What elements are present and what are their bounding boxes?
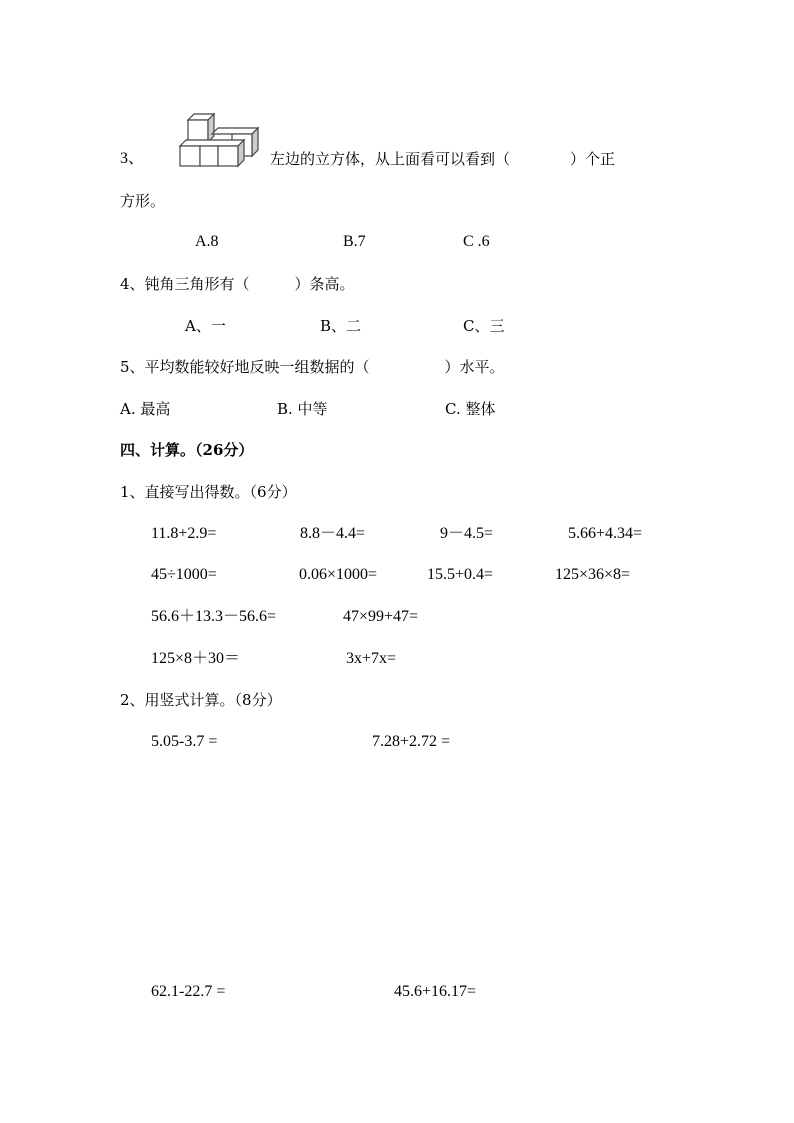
problem: 3x+7x= [346,650,397,667]
part2-title: 2、用竖式计算。（8分） [120,691,282,709]
cube-figure [178,112,260,168]
q4-option-b: B、二 [320,317,362,335]
problem: 5.66+4.34= [568,525,643,542]
problem: 5.05-3.7 = [151,733,218,750]
q3-text: 左边的立方体，从上面看可以看到（ ）个正 [270,150,616,168]
problem: 125×8＋30＝ [151,650,241,667]
q3-option-b: B.7 [343,233,366,250]
problem: 125×36×8= [555,566,631,583]
problem: 7.28+2.72 = [372,733,451,750]
q5-option-b: B. 中等 [277,400,328,418]
q5-option-c: C. 整体 [445,400,496,418]
q3-option-a: A.8 [195,233,219,250]
q3-option-c: C .6 [463,233,490,250]
part1-title: 1、直接写出得数。（6分） [120,483,297,501]
problem: 56.6＋13.3－56.6= [151,608,277,625]
problem: 11.8+2.9= [151,525,217,542]
problem: 45÷1000= [151,566,217,583]
problem: 62.1-22.7 = [151,983,226,1000]
section-title: 四、计算。（26分） [120,441,254,459]
problem: 15.5+0.4= [427,566,494,583]
problem: 9－4.5= [440,525,494,542]
q3-text-cont: 方形。 [120,192,166,210]
problem: 45.6+16.17= [394,983,477,1000]
q5-option-a: A. 最高 [120,400,171,418]
problem: 47×99+47= [343,608,419,625]
q4-option-a: A、一 [185,317,226,335]
problem: 8.8－4.4= [300,525,366,542]
problem: 0.06×1000= [299,566,378,583]
q5-text: 5、平均数能较好地反映一组数据的（ ）水平。 [120,358,505,376]
q3-number: 3、 [120,150,145,167]
q4-option-c: C、三 [463,317,505,335]
q4-text: 4、钝角三角形有（ ）条高。 [120,275,355,293]
